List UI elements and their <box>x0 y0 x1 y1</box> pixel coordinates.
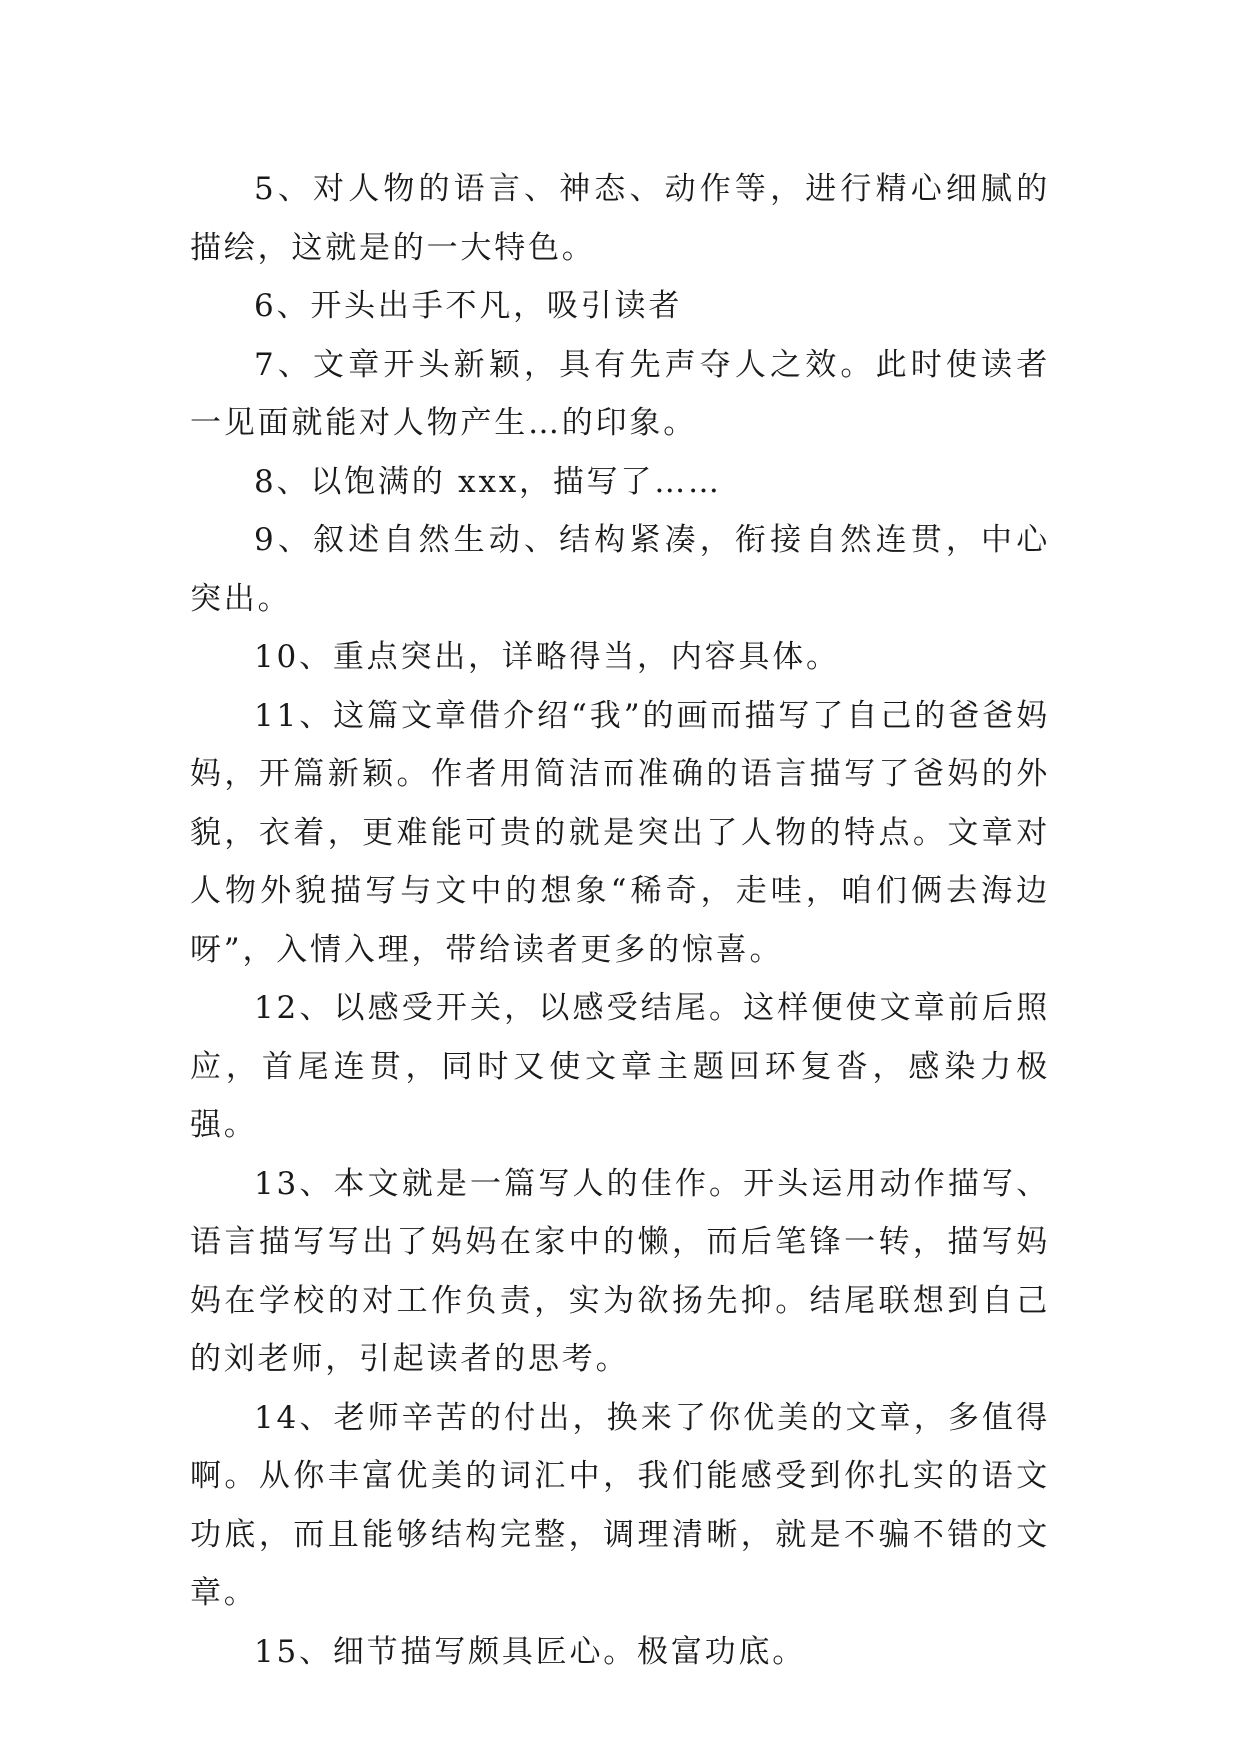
paragraph-11: 11、这篇文章借介绍“我”的画而描写了自己的爸爸妈妈，开篇新颖。作者用简洁而准确的语言描写了爸妈的外貌，衣着，更难能可贵的就是突出了人物的特点。文章对人物外貌描写与文中的想象“稀奇，走哇，咱们俩去海边呀”，入情入理，带给读者更多的惊喜。 <box>190 697 1050 968</box>
paragraph-6: 6、开头出手不凡，吸引读者 <box>254 288 683 324</box>
paragraph-8: 8、以饱满的 xxx，描写了…… <box>254 463 722 500</box>
paragraph-9: 9、叙述自然生动、结构紧凑，衔接自然连贯，中心突出。 <box>190 522 1050 617</box>
paragraph-5: 5、对人物的语言、神态、动作等，进行精心细腻的描绘，这就是的一大特色。 <box>190 171 1050 266</box>
paragraph-10: 10、重点突出，详略得当，内容具体。 <box>254 639 840 675</box>
paragraph-14: 14、老师辛苦的付出，换来了你优美的文章，多值得啊。从你丰富优美的词汇中，我们能感受到你扎实的语文功底，而且能够结构完整，调理清晰，就是不骗不错的文章。 <box>190 1399 1050 1611</box>
paragraph-15: 15、细节描写颇具匠心。极富功底。 <box>254 1633 807 1670</box>
paragraph-12: 12、以感受开关，以感受结尾。这样便使文章前后照应，首尾连贯，同时又使文章主题回环复沓，感染力极强。 <box>190 990 1050 1143</box>
document-body <box>190 160 1050 1681</box>
paragraph-7: 7、文章开头新颖，具有先声夺人之效。此时使读者一见面就能对人物产生…的印象。 <box>190 346 1050 441</box>
paragraph-13: 13、本文就是一篇写人的佳作。开头运用动作描写、语言描写写出了妈妈在家中的懒，而后笔锋一转，描写妈妈在学校的对工作负责，实为欲扬先抑。结尾联想到自己的刘老师，引起读者的思考。 <box>190 1165 1050 1377</box>
